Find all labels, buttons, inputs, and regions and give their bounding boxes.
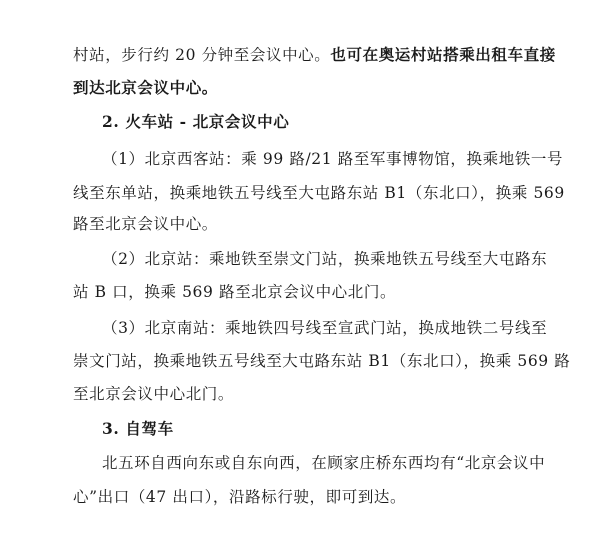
item-3-line-1: （3）北京南站：乘地铁四号线至宣武门站，换成地铁二号线至 bbox=[102, 319, 548, 337]
walking-text: 村站，步行约 20 分钟至会议中心。 bbox=[73, 46, 331, 64]
paragraph-1-line-1 bbox=[73, 44, 600, 66]
item-3-line-2: 崇文门站，换乘地铁五号线至大屯路东站 B1（东北口），换乘 569 路 bbox=[73, 352, 571, 370]
section-3-heading: 3. 自驾车 bbox=[102, 419, 174, 438]
item-2-line-1: （2）北京站：乘地铁至崇文门站，换乘地铁五号线至大屯路东 bbox=[102, 250, 548, 268]
item-1-line-3: 路至北京会议中心。 bbox=[73, 215, 218, 233]
driving-line-1: 北五环自西向东或自东向西，在顾家庄桥东西均有“北京会议中 bbox=[102, 454, 546, 472]
item-2-line-2: 站 B 口，换乘 569 路至北京会议中心北门。 bbox=[73, 283, 397, 301]
item-1-line-1: （1）北京西客站：乘 99 路/21 路至军事博物馆，换乘地铁一号 bbox=[102, 150, 564, 168]
driving-line-2: 心”出口（47 出口），沿路标行驶，即可到达。 bbox=[73, 488, 407, 506]
paragraph-1-line-2: 到达北京会议中心。 bbox=[73, 78, 218, 97]
item-3-line-3: 至北京会议中心北门。 bbox=[73, 385, 235, 403]
section-2-heading: 2. 火车站 - 北京会议中心 bbox=[102, 112, 290, 131]
item-1-line-2: 线至东单站，换乘地铁五号线至大屯路东站 B1（东北口），换乘 569 bbox=[73, 184, 565, 202]
taxi-note-bold: 也可在奥运村站搭乘出租车直接 bbox=[330, 45, 556, 64]
